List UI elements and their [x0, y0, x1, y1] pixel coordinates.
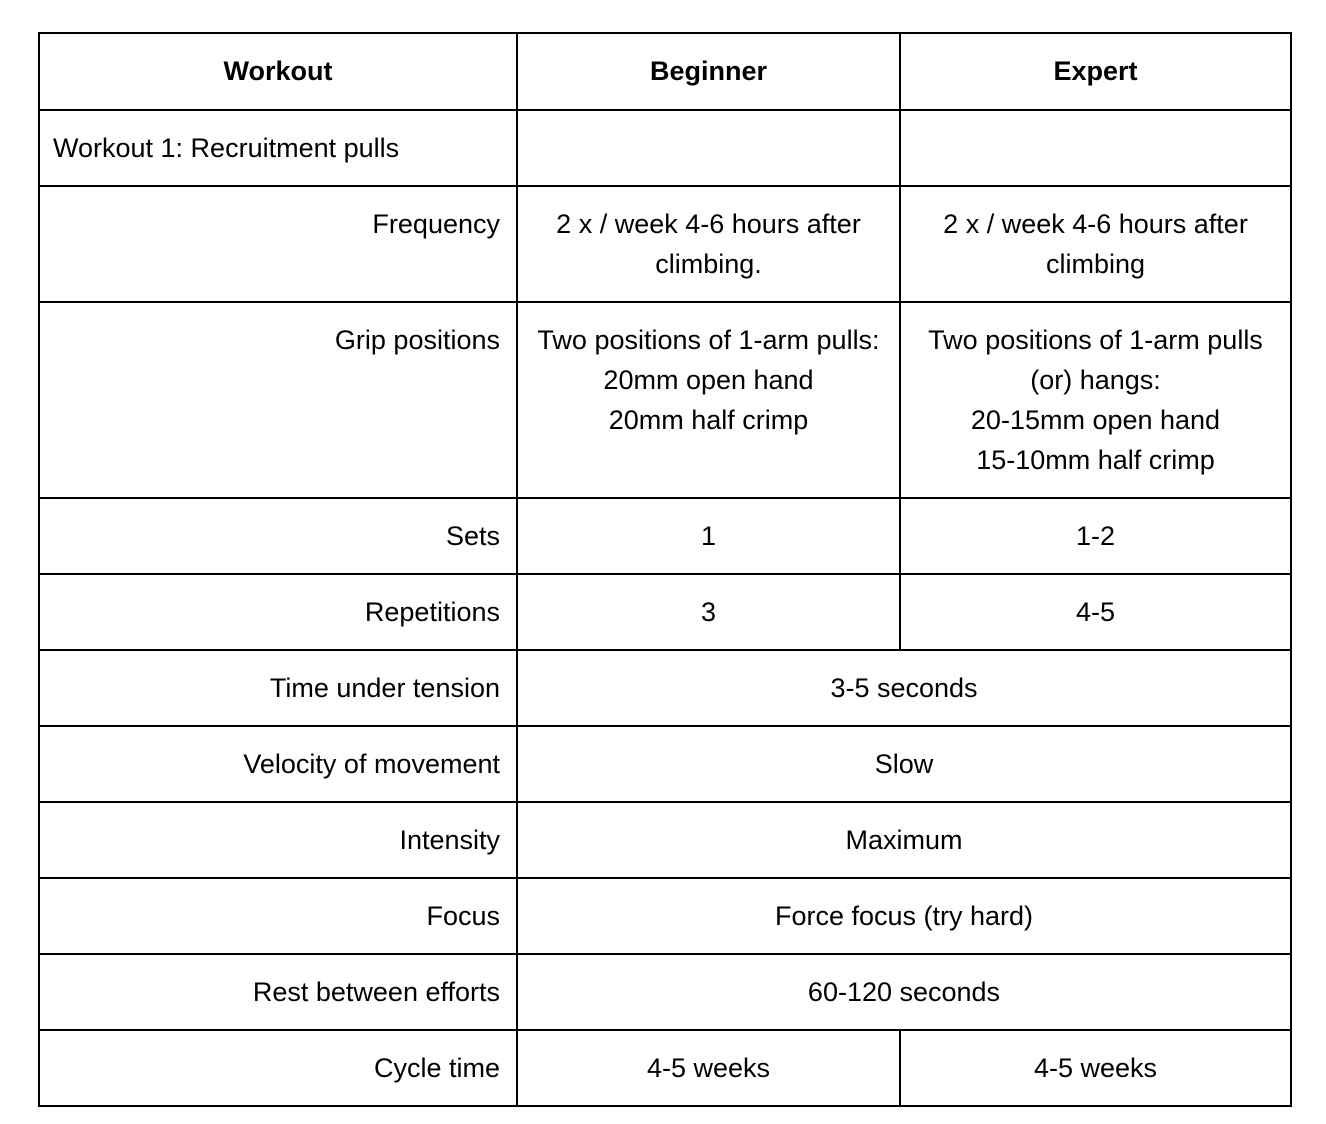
row-label: Velocity of movement	[39, 726, 517, 802]
grip-line: Two positions of 1-arm pulls:	[537, 325, 880, 355]
grip-line: Two positions of 1-arm pulls (or) hangs:	[928, 325, 1263, 395]
beginner-cell	[517, 302, 900, 498]
table-row	[39, 954, 1291, 1030]
shared-cell: 60-120 seconds	[517, 954, 1291, 1030]
table-row	[39, 1030, 1291, 1106]
grip-line: 15-10mm half crimp	[976, 445, 1215, 475]
beginner-cell: 4-5 weeks	[517, 1030, 900, 1106]
grip-line: 20mm open hand	[603, 365, 814, 395]
table-row	[39, 302, 1291, 498]
row-label: Time under tension	[39, 650, 517, 726]
empty-cell	[517, 110, 900, 186]
beginner-cell: 1	[517, 498, 900, 574]
expert-cell	[900, 302, 1291, 498]
table-row	[39, 650, 1291, 726]
expert-cell: 1-2	[900, 498, 1291, 574]
grip-line: 20mm half crimp	[608, 405, 809, 435]
table-row	[39, 726, 1291, 802]
row-label: Focus	[39, 878, 517, 954]
expert-cell: 2 x / week 4-6 hours after climbing	[900, 186, 1291, 302]
header-row	[39, 33, 1291, 110]
table-row	[39, 574, 1291, 650]
row-label: Repetitions	[39, 574, 517, 650]
shared-cell: 3-5 seconds	[517, 650, 1291, 726]
row-label: Sets	[39, 498, 517, 574]
table-row	[39, 498, 1291, 574]
table-row	[39, 186, 1291, 302]
expert-cell: 4-5 weeks	[900, 1030, 1291, 1106]
row-label: Grip positions	[39, 302, 517, 498]
table-row	[39, 802, 1291, 878]
table-row	[39, 110, 1291, 186]
table-row	[39, 878, 1291, 954]
header-expert: Expert	[900, 33, 1291, 110]
row-label: Cycle time	[39, 1030, 517, 1106]
shared-cell: Maximum	[517, 802, 1291, 878]
shared-cell: Slow	[517, 726, 1291, 802]
workout-table	[38, 32, 1292, 1107]
empty-cell	[900, 110, 1291, 186]
header-workout: Workout	[39, 33, 517, 110]
header-beginner: Beginner	[517, 33, 900, 110]
grip-line: 20-15mm open hand	[970, 405, 1221, 435]
beginner-cell: 2 x / week 4-6 hours after climbing.	[517, 186, 900, 302]
row-label: Intensity	[39, 802, 517, 878]
row-label: Frequency	[39, 186, 517, 302]
beginner-cell: 3	[517, 574, 900, 650]
row-label: Rest between efforts	[39, 954, 517, 1030]
section-title: Workout 1: Recruitment pulls	[39, 110, 517, 186]
shared-cell: Force focus (try hard)	[517, 878, 1291, 954]
expert-cell: 4-5	[900, 574, 1291, 650]
